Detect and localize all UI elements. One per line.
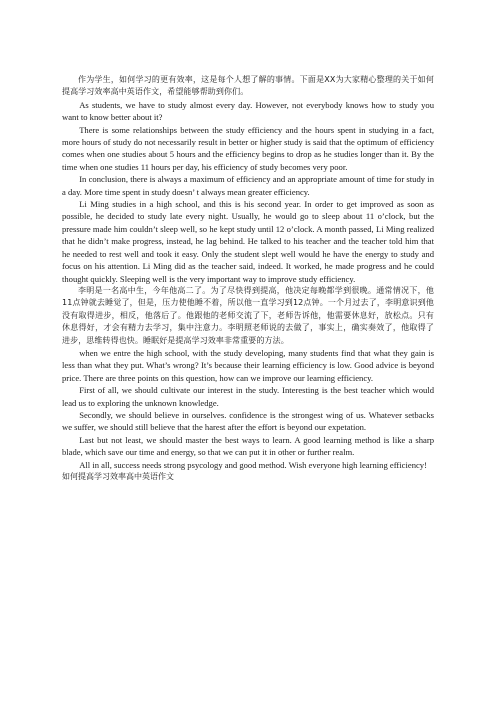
body-paragraph-2: There is some relationships between the study efficiency and the hours spent in studying in a fact, more hours of study do not necessarily result in better or higher study is said that the optimum of efficiency comes when one studies about 5 hours and the efficiency begins to drop as he studies longer than it. By the time when one studies 11 hours per day, his efficiency of study becomes very poor. bbox=[62, 124, 434, 172]
chinese-translation-paragraph: 李明是一名高中生，今年他高二了。为了尽快得到提高，他决定每晚都学到很晚。通常情况下，他11点钟就去睡觉了，但是，压力使他睡不着，所以他一直学习到12点钟。一个月过去了，李明意识到他没有取得进步，相反，他落后了。他跟他的老师交流了下，老师告诉他，他需要休息好，放松点。只有休息得好，才会有精力去学习，集中注意力。李明照老师说的去做了，事实上，确实奏效了，他取得了进步，思维转得也快。睡眠好是提高学习效率非常重要的方法。 bbox=[62, 285, 434, 345]
body-paragraph-9: All in all, success needs strong psycology and good method. Wish everyone high learning efficiency! bbox=[79, 459, 427, 470]
body-paragraph-8: Last but not least, we should master the best ways to learn. A good learning method is like a sharp blade, which save our time and energy, so that we can put it in other or further realm. bbox=[62, 434, 434, 458]
intro-paragraph: 作为学生，如何学习的更有效率，这是每个人想了解的事情。下面是XX为大家精心整理的关于如何提高学习效率高中英语作文，希望能够帮助到你们。 bbox=[62, 75, 434, 97]
footer-title: 如何提高学习效率高中英语作文 bbox=[62, 472, 174, 481]
body-paragraph-7: Secondly, we should believe in ourselves. confidence is the strongest wing of us. Whatever setbacks we suffer, we should still believe that the harest after the effort is beyond our expetation. bbox=[62, 409, 434, 433]
body-paragraph-6: First of all, we should cultivate our interest in the study. Interesting is the best teacher which would lead us to exploring the unknown knowledge. bbox=[62, 385, 434, 408]
body-paragraph-1: As students, we have to study almost every day. However, not everybody knows how to study you want to know better about it? bbox=[62, 99, 434, 123]
body-paragraph-5: when we entre the high school, with the study developing, many students find that what they gain is less than what they put. What’s wrong? It’s because their learning efficiency is low. Good advice is beyond price. There are three points on this question, how can we improve our learning efficiency. bbox=[62, 347, 434, 383]
body-paragraph-3: In conclusion, there is always a maximum of efficiency and an appropriate amount of time for study in a day. More time spent in study doesn’ t always mean greater efficiency. bbox=[62, 174, 434, 197]
body-paragraph-4: Li Ming studies in a high school, and this is his second year. In order to get improved as soon as possible, he decided to study late every night. Usually, he would go to sleep about 11 o’clock, but the pressure made him couldn’t sleep well, so he kept study until 12 o’clock. A month passed, Li Ming realized that he didn’t make progress, instead, he lag behind. He talked to his teacher and the teacher told him that he needed to rest well and took it easy. Only the student slept well would he have the energy to study and focus on his attention. Li Ming did as the teacher said, indeed. It worked, he made progress and he could thought quickly. Sleeping well is the very important way to improve study efficiency. bbox=[62, 199, 434, 284]
